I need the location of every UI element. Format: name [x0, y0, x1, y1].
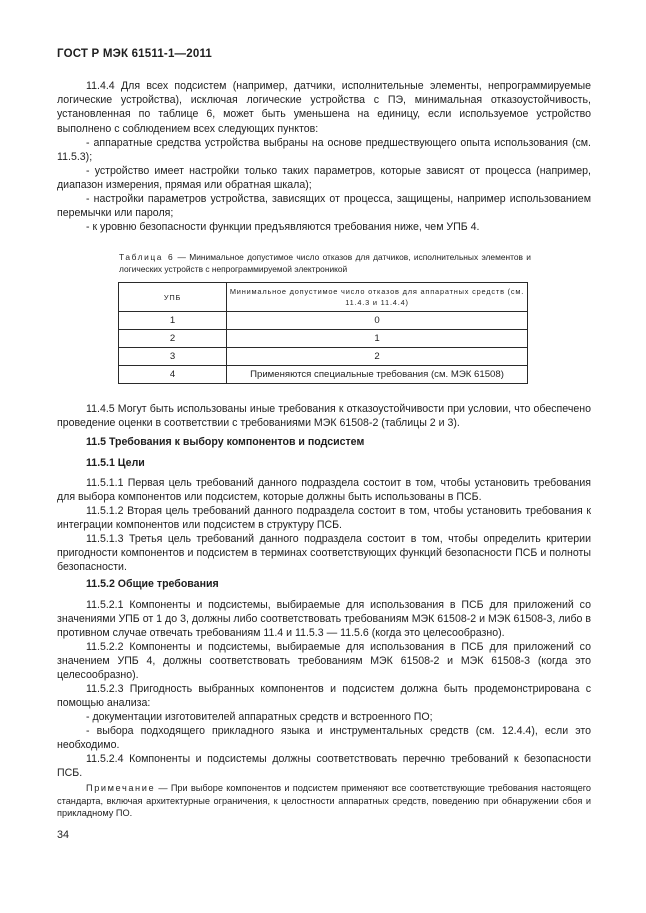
column-header-upb: УПБ [119, 283, 227, 312]
table-row [119, 330, 528, 348]
section-heading-11-5-1: 11.5.1 Цели [86, 457, 145, 469]
cell-upb: 1 [119, 312, 227, 330]
paragraph-11-5-1-3: 11.5.1.3 Третья цель требований данного подраздела состоит в том, чтобы определить критерии пригодности компонентов и подсистем в терминах соответствующих функций безопасности ПСБ и полноты безопасности. [57, 533, 591, 574]
list-item: - выбора подходящего прикладного языка и инструментальных средств (см. 12.4.4), если это необходимо. [57, 725, 591, 752]
table-header-row [119, 283, 528, 312]
table-6 [118, 282, 528, 384]
cell-upb: 3 [119, 348, 227, 366]
note-text: — При выборе компонентов и подсистем применяют все соответствующие требования настоящего стандарта, включая архитектурные ограничения, к целостности аппаратных средств, поведению при обнаружении сбоя и прикладному ПО. [57, 783, 591, 819]
page-number: 34 [57, 829, 70, 841]
note [57, 782, 591, 820]
list-item: - к уровню безопасности функции предъявляются требования ниже, чем УПБ 4. [86, 221, 480, 233]
list-item: - документации изготовителей аппаратных средств и встроенного ПО; [86, 711, 433, 723]
table-row [119, 312, 528, 330]
cell-upb: 4 [119, 366, 227, 384]
cell-upb: 2 [119, 330, 227, 348]
cell-value: 0 [227, 312, 528, 330]
cell-value: Применяются специальные требования (см. МЭК 61508) [227, 366, 528, 384]
table-row [119, 366, 528, 384]
table-caption-label: Таблица 6 [119, 252, 175, 262]
paragraph-11-5-2-2: 11.5.2.2 Компоненты и подсистемы, выбираемые для использования в ПСБ для приложений со значением УПБ 4, должны соответствовать требованиям МЭК 61508-2 и МЭК 61508-3 (когда это целесообразно). [57, 641, 591, 682]
paragraph-11-5-1-2: 11.5.1.2 Вторая цель требований данного подраздела состоит в том, чтобы установить требования к интеграции компонентов или подсистем в структуру ПСБ. [57, 505, 591, 532]
note-label: Примечание [86, 783, 156, 793]
section-heading-11-5: 11.5 Требования к выбору компонентов и подсистем [86, 436, 365, 448]
table-caption [119, 252, 531, 275]
list-item: - устройство имеет настройки только таких параметров, которые зависят от процесса (например, диапазон измерения, прямая или обратная шкала); [57, 165, 591, 192]
document-header: ГОСТ Р МЭК 61511-1—2011 [57, 48, 213, 60]
paragraph-11-4-4: 11.4.4 Для всех подсистем (например, датчики, исполнительные элементы, непрограммируемые логические устройства), исключая логические устройства с ПЭ, минимальная отказоустойчивость, установленная по таблице 6, может быть уменьшена на единицу, если используемое устройство выполнено с соблюдением всех следующих пунктов: [57, 80, 591, 135]
cell-value: 2 [227, 348, 528, 366]
paragraph-11-5-1-1: 11.5.1.1 Первая цель требований данного подраздела состоит в том, чтобы установить требования для выбора компонентов или подсистем, которые должны быть использованы в ПСБ. [57, 477, 591, 504]
list-item: - настройки параметров устройства, зависящих от процесса, защищены, например использованием перемычки или пароля; [57, 193, 591, 220]
section-heading-11-5-2: 11.5.2 Общие требования [86, 578, 219, 590]
column-header-min-faults: Минимальное допустимое число отказов для аппаратных средств (см. 11.4.3 и 11.4.4) [227, 283, 528, 312]
paragraph-11-5-2-1: 11.5.2.1 Компоненты и подсистемы, выбираемые для использования в ПСБ для приложений со значениями УПБ от 1 до 3, должны либо соответствовать требованиям МЭК 61508-2 и МЭК 61508-3, либо в противном случае отвечать требованиям 11.4 и 11.5.3 — 11.5.6 (когда это целесообразно). [57, 599, 591, 640]
paragraph-11-5-2-3: 11.5.2.3 Пригодность выбранных компонентов и подсистем должна быть продемонстрирована с помощью анализа: [57, 683, 591, 710]
cell-value: 1 [227, 330, 528, 348]
table-caption-text: — Минимальное допустимое число отказов для датчиков, исполнительных элементов и логических устройств с непрограммируемой электроникой [119, 252, 531, 274]
paragraph-11-5-2-4: 11.5.2.4 Компоненты и подсистемы должны соответствовать перечню требований к безопасности ПСБ. [57, 753, 591, 780]
paragraph-11-4-5: 11.4.5 Могут быть использованы иные требования к отказоустойчивости при условии, что обеспечено проведение оценки в соответствии с требованиями МЭК 61508-2 (таблицы 2 и 3). [57, 403, 591, 430]
list-item: - аппаратные средства устройства выбраны на основе предшествующего опыта использования (см. 11.5.3); [57, 137, 591, 164]
table-row [119, 348, 528, 366]
